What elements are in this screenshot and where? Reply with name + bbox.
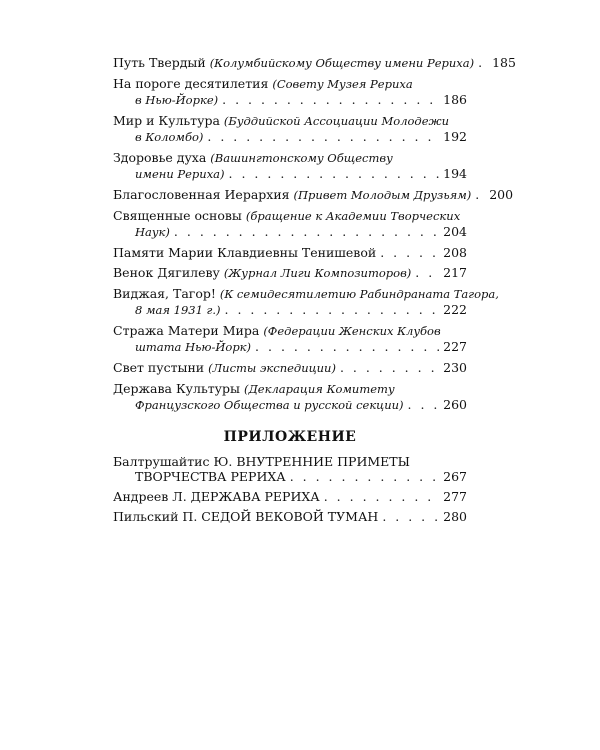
toc-entry-title: Путь Твердый (113, 55, 206, 70)
toc-entry-line (113, 339, 467, 355)
dot-leader (290, 469, 439, 484)
toc-entry-subtitle: в Коломбо) (135, 130, 204, 144)
toc-entry-line (113, 323, 467, 339)
page-number: 185 (492, 55, 516, 70)
toc-entry (113, 265, 467, 281)
toc-entry-subtitle: (Буддийской Ассоциации Молодежи (223, 114, 450, 128)
appendix-heading: ПРИЛОЖЕНИЕ (223, 429, 357, 445)
dot-leader (255, 339, 439, 354)
toc-entry (113, 187, 514, 203)
page-number: 200 (489, 187, 514, 202)
dot-leader (324, 489, 439, 504)
toc-entry-text (113, 360, 336, 376)
toc-entry-subtitle: Наук) (135, 225, 170, 239)
toc-entry-line (113, 76, 467, 92)
toc-entry-text (113, 187, 471, 203)
page-number: 186 (443, 92, 467, 107)
page-number: 267 (443, 469, 467, 484)
toc-entry-subtitle: (Колумбийскому Обществу имени Рериха) (209, 56, 475, 70)
page-number: 194 (443, 166, 467, 181)
toc-entry-line (113, 129, 467, 145)
toc-entry-text (113, 245, 376, 260)
toc-entry (113, 245, 467, 260)
toc-entry-subtitle: (Привет Молодым Друзьям) (293, 188, 472, 202)
toc-entry-text (135, 224, 170, 240)
toc-entry-title: Венок Дягилеву (113, 265, 220, 280)
toc-entry-line (113, 265, 467, 281)
toc-entry (113, 381, 467, 413)
toc-entry-line (113, 245, 467, 260)
toc-entry-text (135, 92, 218, 108)
toc-entry-subtitle: (бращение к Академии Творческих (245, 209, 461, 223)
toc-entry-line (113, 454, 467, 469)
toc-entry-line (113, 381, 467, 397)
toc-entry-text (135, 302, 221, 318)
toc-entry-subtitle: (Федерации Женских Клубов (263, 324, 441, 338)
toc-entry-subtitle: (Декларация Комитету (243, 382, 395, 396)
toc-entry-title: Мир и Культура (113, 113, 220, 128)
toc-entry-title: ТВОРЧЕСТВА РЕРИХА (135, 469, 286, 484)
toc-entry-title: На пороге десятилетия (113, 76, 269, 91)
toc-entry-title: Балтрушайтис Ю. ВНУТРЕННИЕ ПРИМЕТЫ (113, 454, 410, 469)
dot-leader (415, 265, 439, 280)
dot-leader (408, 397, 440, 412)
dot-leader (225, 302, 440, 317)
toc-entry-title: Андреев Л. ДЕРЖАВА РЕРИХА (113, 489, 320, 504)
toc-entry-line (113, 286, 499, 302)
toc-entry-title: Благословенная Иерархия (113, 187, 290, 202)
toc-entry-line (113, 208, 467, 224)
page-number: 222 (443, 302, 467, 317)
page-number: 192 (443, 129, 467, 144)
toc-entry-line (113, 509, 467, 524)
toc-entry-subtitle: (Совету Музея Рериха (272, 77, 413, 91)
dot-leader (340, 360, 439, 375)
toc-entry-line (113, 469, 467, 484)
page-number: 208 (443, 245, 467, 260)
toc-entry-subtitle: 8 мая 1931 г.) (135, 303, 221, 317)
toc-entry-line (113, 224, 467, 240)
toc-entry (113, 509, 467, 524)
page-number: 277 (443, 489, 467, 504)
toc-entry-subtitle: в Нью-Йорке) (135, 93, 219, 107)
toc-entry-subtitle: Французского Общества и русской секции) (135, 398, 404, 412)
dot-leader (207, 129, 439, 144)
toc-entry-line (113, 187, 514, 203)
toc-entry-title: Держава Культуры (113, 381, 240, 396)
toc-entry-text (113, 489, 320, 504)
toc-entry-subtitle: (Журнал Лиги Композиторов) (223, 266, 412, 280)
toc-entry-text (135, 469, 286, 484)
toc-entry-text (113, 509, 378, 524)
page-number: 227 (443, 339, 467, 354)
toc-entry-subtitle: штата Нью-Йорк) (135, 340, 252, 354)
toc-entry-line (113, 397, 467, 413)
toc-entry-title: Здоровье духа (113, 150, 207, 165)
toc-entry-line (113, 360, 467, 376)
toc-entry (113, 76, 467, 108)
toc-entry-title: Пильский П. СЕДОЙ ВЕКОВОЙ ТУМАН (113, 509, 379, 524)
dot-leader (222, 92, 439, 107)
toc-entry (113, 208, 467, 240)
toc-entry-subtitle: имени Рериха) (135, 167, 225, 181)
dot-leader (478, 55, 488, 70)
dot-leader (475, 187, 485, 202)
toc-entry-text (135, 166, 225, 182)
toc-entry-line (113, 113, 467, 129)
toc-entry-subtitle: (Вашингтонскому Обществу (210, 151, 393, 165)
toc-entry-line (113, 55, 516, 71)
toc-entry-text (135, 339, 251, 355)
page-number: 230 (443, 360, 467, 375)
dot-leader (174, 224, 439, 239)
toc-entry-text (113, 55, 474, 71)
page-number: 217 (443, 265, 467, 280)
toc-entry (113, 323, 467, 355)
appendix-list (113, 454, 467, 524)
toc-entry-line (113, 150, 467, 166)
toc-entry-title: Стража Матери Мира (113, 323, 260, 338)
toc-entry-title: Свет пустыни (113, 360, 205, 375)
toc-entry-title: Памяти Марии Клавдиевны Тенишевой (113, 245, 377, 260)
toc-entry (113, 150, 467, 182)
toc-entry-subtitle: (К семидесятилетию Рабиндраната Тагора, (219, 287, 499, 301)
dot-leader (229, 166, 440, 181)
toc-entry (113, 360, 467, 376)
toc-entry-line (113, 489, 467, 504)
page-number: 204 (443, 224, 467, 239)
toc-list (113, 55, 516, 413)
toc-entry-title: Священные основы (113, 208, 242, 223)
page-number: 280 (443, 509, 467, 524)
toc-entry-text (135, 397, 404, 413)
toc-entry-text (113, 265, 411, 281)
dot-leader (382, 509, 439, 524)
dot-leader (380, 245, 439, 260)
toc-entry-line (113, 302, 467, 318)
toc-entry-line (113, 92, 467, 108)
toc-entry-line (113, 166, 467, 182)
toc-entry (113, 489, 467, 504)
toc-entry (113, 454, 467, 484)
page-number: 260 (443, 397, 467, 412)
table-of-contents (113, 55, 516, 529)
toc-entry (113, 113, 467, 145)
toc-entry-text (135, 129, 203, 145)
toc-entry-title: Виджая, Тагор! (113, 286, 216, 301)
toc-entry-subtitle: (Листы экспедиции) (208, 361, 336, 375)
toc-entry (113, 286, 499, 318)
toc-entry (113, 55, 516, 71)
